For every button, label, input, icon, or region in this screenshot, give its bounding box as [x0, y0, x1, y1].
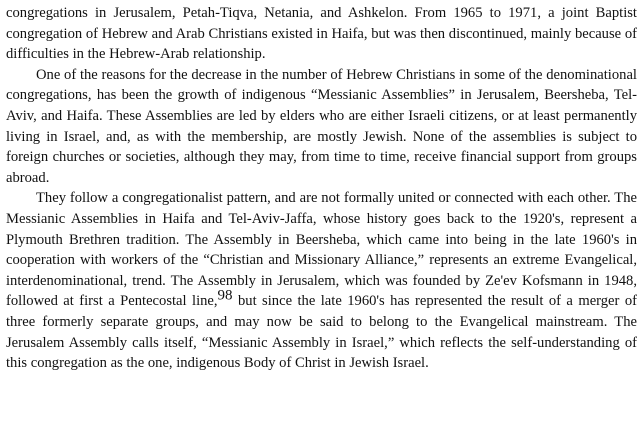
- paragraph-congregationalist-pattern: [6, 188, 637, 373]
- paragraph-text-part-2: but since the late 1960's has represented the result of a merger of three formerly separate groups, and may now be said to belong to the Evangelical mainstream. The Jerusalem Assembly calls itself, “Messianic Assembly in Israel,” which reflects the self-understanding of this congregation as the one, indigenous Body of Christ in Jewish Israel.: [6, 293, 637, 372]
- paragraph-messianic-assemblies: [6, 65, 637, 189]
- paragraph-text: congregations in Jerusalem, Petah-Tiqva, Netania, and Ashkelon. From 1965 to 1971, a joint Baptist congregation of Hebrew and Arab Christians existed in Haifa, but was then discontinued, mainly because of difficulties in the Hebrew-Arab relationship.: [6, 5, 637, 63]
- document-page: [6, 3, 637, 374]
- paragraph-text-part-1: They follow a congregationalist pattern, and are not formally united or connected with each other. The Messianic Assemblies in Haifa and Tel-Aviv-Jaffa, whose history goes back to the 1920's, represent a Plymouth Brethren tradition. The Assembly in Beersheba, which came into being in the late 1960's in cooperation with workers of the “Christian and Missionary Alliance,” represents an extreme Evangelical, interdenominational, trend. The Assembly in Jerusalem, which was founded by Ze'ev Kofsmann in 1948, followed at first a Pentecostal line,: [6, 190, 637, 310]
- paragraph-text: One of the reasons for the decrease in the number of Hebrew Christians in some of the denominational congregations, has been the growth of indigenous “Messianic Assemblies” in Jerusalem, Beersheba, Tel-Aviv, and Haifa. These Assemblies are led by elders who are either Israeli citizens, or at least permanently living in Israel, and, as with the membership, are mostly Jewish. None of the assemblies is subject to foreign churches or societies, although they may, from time to time, receive financial support from groups abroad.: [6, 66, 637, 186]
- footnote-reference[interactable]: 98: [217, 287, 233, 304]
- paragraph-congregations: [6, 3, 637, 65]
